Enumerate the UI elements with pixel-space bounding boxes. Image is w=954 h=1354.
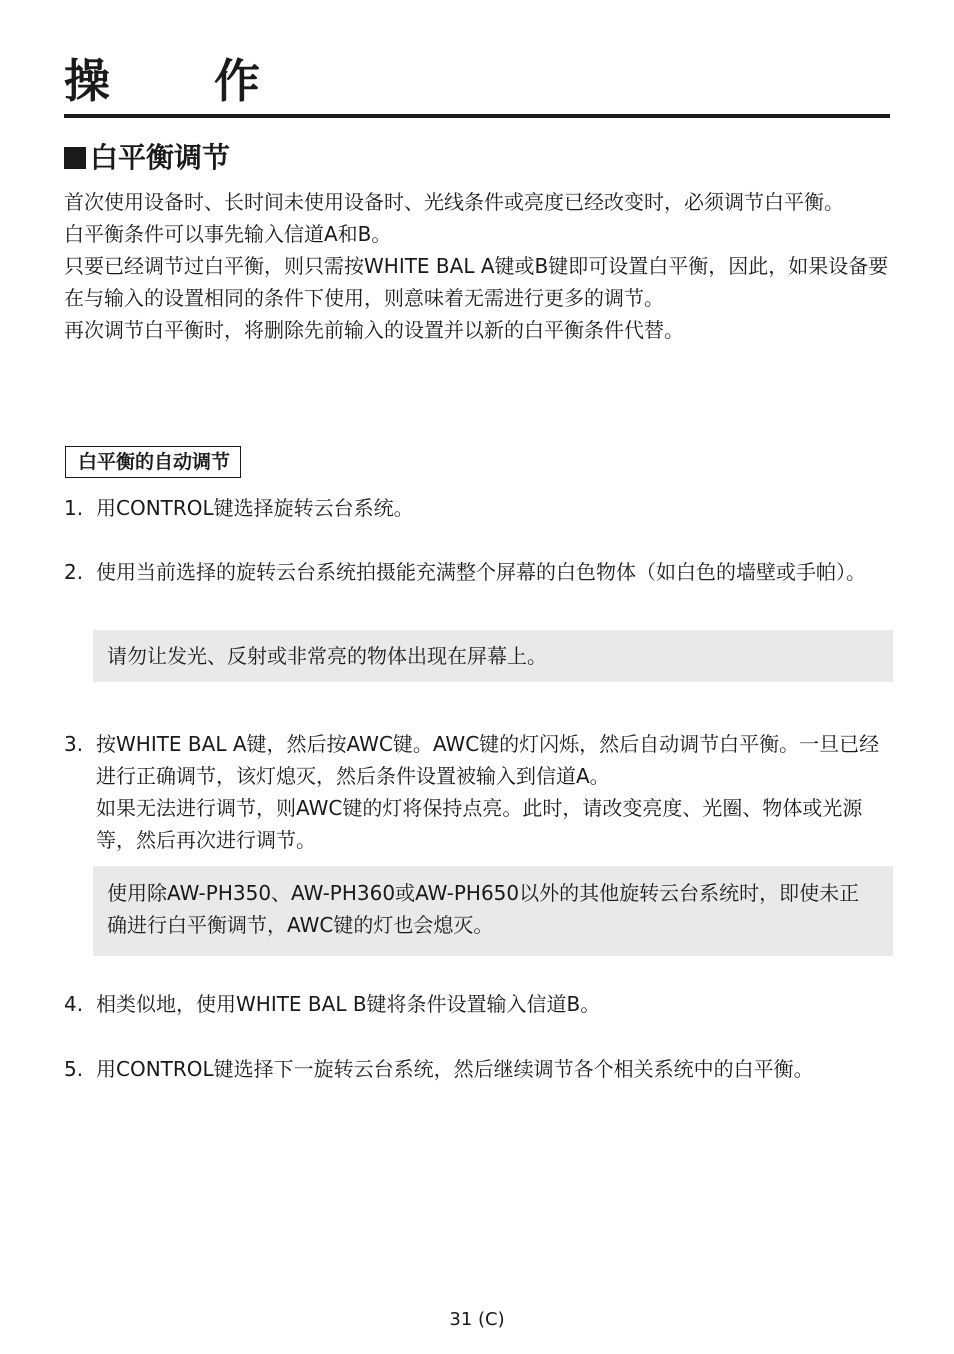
- step-4: [64, 988, 894, 1020]
- step-text: 使用当前选择的旋转云台系统拍摄能充满整个屏幕的白色物体（如白色的墙壁或手帕）。: [96, 560, 866, 584]
- page-title: 操 作: [64, 54, 305, 108]
- step-number: 3.: [64, 732, 84, 756]
- step-1: [64, 492, 894, 524]
- intro-paragraph: 只要已经调节过白平衡，则只需按WHITE BAL A键或B键即可设置白平衡，因此，如果设备要在与输入的设置相同的条件下使用，则意味着无需进行更多的调节。: [64, 254, 889, 310]
- title-divider: [64, 114, 890, 118]
- step-text: 相类似地，使用WHITE BAL B键将条件设置输入信道B。: [96, 992, 601, 1016]
- step-text: 如果无法进行调节，则AWC键的灯将保持点亮。此时，请改变亮度、光圈、物体或光源等，然后再次进行调节。: [96, 796, 863, 852]
- black-square-icon: [64, 147, 86, 169]
- step-number: 2.: [64, 560, 84, 584]
- page-number: 31 (C): [449, 1309, 505, 1330]
- step-3: [64, 728, 894, 856]
- step-number: 5.: [64, 1057, 84, 1081]
- step-text: 用CONTROL键选择下一旋转云台系统，然后继续调节各个相关系统中的白平衡。: [96, 1057, 814, 1081]
- step-number: 4.: [64, 992, 84, 1016]
- intro-paragraph: 首次使用设备时、长时间未使用设备时、光线条件或亮度已经改变时，必须调节白平衡。: [64, 190, 844, 214]
- note-box: [93, 630, 893, 682]
- step-5: [64, 1053, 894, 1085]
- note-text: 请勿让发光、反射或非常亮的物体出现在屏幕上。: [107, 644, 547, 668]
- note-box: [93, 866, 893, 956]
- section-heading: [64, 140, 230, 176]
- step-number: 1.: [64, 496, 84, 520]
- step-text: 按WHITE BAL A键，然后按AWC键。AWC键的灯闪烁，然后自动调节白平衡。一旦已经进行正确调节，该灯熄灭，然后条件设置被输入到信道A。: [96, 732, 880, 788]
- intro-text: [64, 186, 894, 346]
- section-title: 白平衡调节: [90, 141, 231, 174]
- auto-adjust-heading: 白平衡的自动调节: [65, 446, 241, 478]
- intro-paragraph: 白平衡条件可以事先输入信道A和B。: [64, 222, 392, 246]
- step-2: [64, 556, 894, 588]
- intro-paragraph: 再次调节白平衡时，将删除先前输入的设置并以新的白平衡条件代替。: [64, 318, 684, 342]
- step-text: 用CONTROL键选择旋转云台系统。: [96, 496, 414, 520]
- note-text: 使用除AW-PH350、AW-PH360或AW-PH650以外的其他旋转云台系统时，即使未正确进行白平衡调节，AWC键的灯也会熄灭。: [107, 881, 860, 937]
